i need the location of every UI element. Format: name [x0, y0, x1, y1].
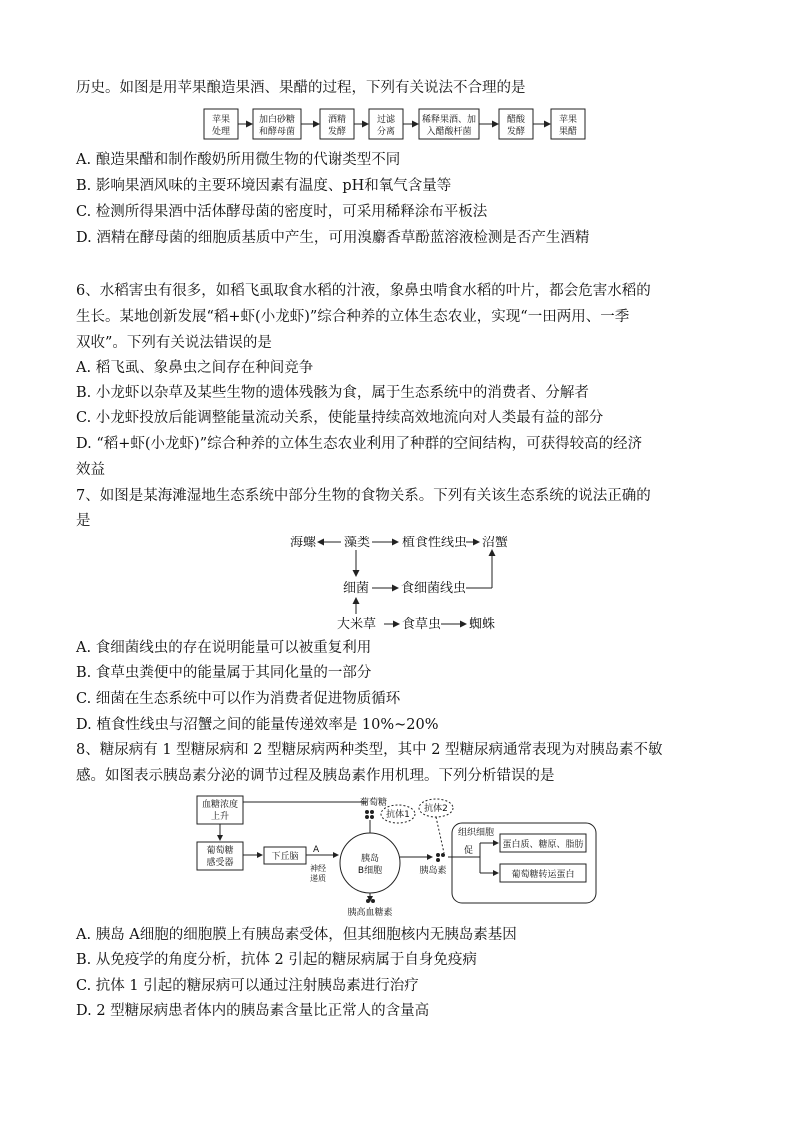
- q8-stem-line1: 8、糖尿病有 1 型糖尿病和 2 型糖尿病两种类型，其中 2 型糖尿病通常表现为对胰岛素不敏: [76, 742, 663, 758]
- hypothalamus-label: 下丘脑: [271, 852, 299, 862]
- insulin-label: 胰岛素: [419, 866, 447, 876]
- q8-option-b: B. 从免疫学的角度分析，抗体 2 引起的糖尿病属于自身免疫病: [76, 952, 477, 968]
- q7-stem-line1: 7、如图是某海滩湿地生态系统中部分生物的食物关系。下列有关该生态系统的说法正确的: [76, 488, 651, 504]
- path-a-label: A: [313, 845, 320, 855]
- node-zhishi: 植食性线虫: [402, 536, 468, 550]
- q7-option-a: A. 食细菌线虫的存在说明能量可以被重复利用: [76, 640, 372, 656]
- flow-step-label: 苹果: [211, 115, 231, 125]
- node-zaolei: 藻类: [344, 536, 371, 550]
- q8-option-a: A. 胰岛 A细胞的细胞膜上有胰岛素受体，但其细胞核内无胰岛素基因: [76, 927, 517, 943]
- q8-option-d: D. 2 型糖尿病患者体内的胰岛素含量比正常人的含量高: [76, 1003, 430, 1019]
- node-shixijun: 食细菌线虫: [401, 581, 467, 596]
- synthesis-label: 蛋白质、糖原、脂肪: [502, 840, 584, 850]
- flow-step-label: 酒精: [327, 115, 347, 125]
- q8-option-c: C. 抗体 1 引起的糖尿病可以通过注射胰岛素进行治疗: [76, 978, 419, 994]
- glucose-label: 葡萄糖: [360, 798, 388, 808]
- q5-option-b: B. 影响果酒风味的主要环境因素有温度、pH和氧气含量等: [76, 178, 452, 194]
- tissue-label: 组织细胞: [458, 828, 495, 838]
- flow-step-label: 分离: [376, 127, 396, 137]
- flow-step-label: 苹果: [558, 115, 578, 125]
- antibody2-label: 抗体2: [424, 804, 448, 814]
- node-xijun: 细菌: [343, 581, 370, 596]
- food-web-diagram: [0, 536, 793, 636]
- node-zhizhu: 蜘蛛: [469, 617, 496, 632]
- flow-step-label: 处理: [211, 127, 231, 137]
- q6-option-a: A. 稻飞虱、象鼻虫之间存在种间竞争: [76, 360, 314, 376]
- flow-step-label: 加白砂糖: [258, 115, 296, 125]
- q6-stem-line2: 生长。某地创新发展“稻+虾(小龙虾)”综合种养的立体生态农业，实现“一田两用、一季: [76, 309, 630, 325]
- q7-option-d: D. 植食性线虫与沼蟹之间的能量传递效率是 10%~20%: [76, 717, 439, 733]
- q5-stem: 历史。如图是用苹果酿造果酒、果醋的过程，下列有关说法不合理的是: [76, 80, 526, 96]
- q5-flow-diagram: [0, 107, 793, 147]
- q6-option-c: C. 小龙虾投放后能调整能量流动关系，使能量持续高效地流向对人类最有益的部分: [76, 410, 604, 426]
- q5-option-c: C. 检测所得果酒中活体酵母菌的密度时，可采用稀释涂布平板法: [76, 204, 488, 220]
- rise-line1: 血糖浓度: [201, 800, 239, 810]
- q6-option-d-cont: 效益: [76, 462, 105, 478]
- antibody1-label: 抗体1: [386, 810, 410, 820]
- node-dami: 大米草: [337, 617, 377, 632]
- node-shicao: 食草虫: [402, 617, 442, 632]
- q7-stem-line2: 是: [76, 513, 91, 529]
- q6-stem-line3: 双收”。下列有关说法错误的是: [76, 335, 272, 351]
- insulin-regulation-diagram: [0, 793, 793, 917]
- rise-line2: 上升: [210, 812, 230, 822]
- q6-option-b: B. 小龙虾以杂草及某些生物的遗体残骸为食，属于生态系统中的消费者、分解者: [76, 385, 589, 401]
- node-zhaoxie: 沼蟹: [482, 536, 509, 550]
- q6-stem-line1: 6、水稻害虫有很多，如稻飞虱取食水稻的汁液，象鼻虫啃食水稻的叶片，都会危害水稻的: [76, 283, 651, 299]
- receptor-line1: 葡萄糖: [206, 846, 234, 856]
- receptor-line2: 感受器: [206, 858, 234, 868]
- nerve-line2: 递质: [310, 874, 326, 883]
- q7-option-c: C. 细菌在生态系统中可以作为消费者促进物质循环: [76, 691, 401, 707]
- q5-option-d: D. 酒精在酵母菌的细胞质基质中产生，可用溴麝香草酚蓝溶液检测是否产生酒精: [76, 230, 590, 246]
- flow-step-label: 过滤: [376, 115, 396, 125]
- glucagon-label: 胰高血糖素: [347, 908, 393, 917]
- flow-step-label: 醋酸: [506, 115, 526, 125]
- q8-stem-line2: 感。如图表示胰岛素分泌的调节过程及胰岛素作用机理。下列分析错误的是: [76, 768, 555, 784]
- flow-step-label: 稀释果酒、加: [421, 115, 477, 125]
- q6-option-d: D. “稻+虾(小龙虾)”综合种养的立体生态农业利用了种群的空间结构，可获得较高的经济: [76, 436, 643, 452]
- flow-step-label: 果醋: [558, 127, 578, 137]
- islet-line2: B细胞: [357, 866, 383, 876]
- flow-step-label: 发酵: [327, 127, 347, 137]
- q7-option-b: B. 食草虫粪便中的能量属于其同化量的一部分: [76, 665, 372, 681]
- q5-option-a: A. 酿造果醋和制作酸奶所用微生物的代谢类型不同: [76, 152, 401, 168]
- node-haoluo: 海螺: [290, 536, 317, 550]
- flow-step-label: 发酵: [506, 127, 526, 137]
- nerve-line1: 神经: [310, 864, 326, 873]
- flow-step-label: 和酵母菌: [258, 127, 296, 137]
- promote-label: 促: [464, 846, 474, 856]
- flow-step-label: 入醋酸杆菌: [426, 127, 472, 137]
- islet-line1: 胰岛: [360, 854, 380, 864]
- transport-label: 葡萄糖转运蛋白: [511, 870, 575, 880]
